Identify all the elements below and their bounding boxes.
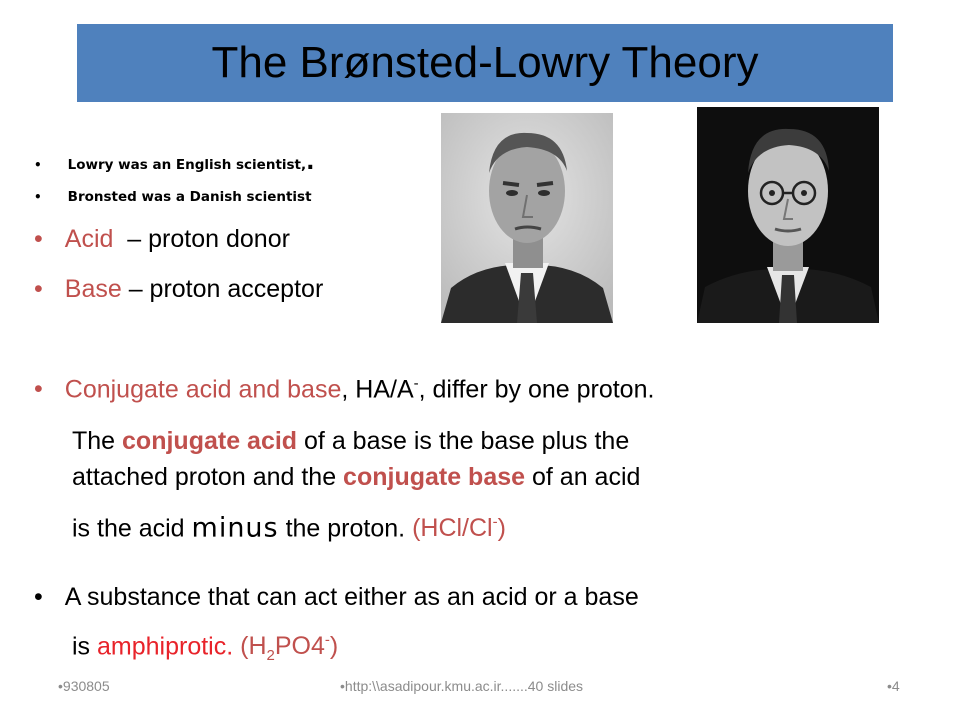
para-line-3: is the acid minus the proton. (HCl/Cl-): [72, 512, 506, 544]
bullet-conjugate: • Conjugate acid and base, HA/A-, differ by one proton.: [34, 375, 655, 404]
title-bar: [77, 24, 893, 102]
conjugate-lead: Conjugate acid and base: [64, 375, 342, 404]
lowry-portrait-image: [441, 113, 613, 323]
base-term: Base: [64, 275, 122, 303]
para-line-1: The conjugate acid of a base is the base plus the: [72, 427, 630, 455]
footer-slide-number: •4: [887, 678, 900, 694]
conjugate-acid-term: conjugate acid: [122, 427, 298, 455]
bullet-base: • Base – proton acceptor: [34, 275, 324, 303]
bullet-acid: • Acid – proton donor: [34, 225, 290, 253]
para-line-2: attached proton and the conjugate base of an acid: [72, 463, 641, 491]
bullet-bronsted: • Bronsted was a Danish scientist: [34, 189, 312, 205]
h2po4-example: $(H_2PO4^-)$: [233, 632, 339, 665]
footer-url: •http:\\asadipour.kmu.ac.ir.......40 slides: [340, 678, 584, 694]
bullet-bronsted-text: Bronsted was a Danish scientist: [67, 189, 312, 205]
amphiprotic-term: amphiprotic.: [97, 632, 234, 661]
acid-definition: – proton donor: [113, 225, 290, 253]
conjugate-paragraph: [72, 423, 640, 546]
bronsted-portrait-image: [697, 107, 879, 323]
slide-title: The Brønsted-Lowry Theory: [211, 38, 759, 87]
bullet-lowry-text: Lowry was an English scientist,: [67, 157, 307, 173]
minus-word: minus: [191, 512, 279, 544]
footer-date: •930805: [58, 678, 110, 694]
amphi-line-1: A substance that can act either as an acid or a base: [64, 583, 639, 611]
conjugate-base-term: conjugate base: [343, 463, 526, 491]
hcl-example: (HCl/Cl-): [412, 514, 506, 543]
acid-term: Acid: [64, 225, 114, 253]
bullet-amphiprotic: • A substance that can act either as an acid or a base is amphiprotic. $(H_2PO4^-)$: [34, 575, 639, 678]
bullet-lowry: • Lowry was an English scientist,.: [34, 150, 315, 175]
base-definition: – proton acceptor: [121, 275, 324, 303]
amphi-line-2: is amphiprotic. $(H_2PO4^-)$: [72, 632, 339, 665]
